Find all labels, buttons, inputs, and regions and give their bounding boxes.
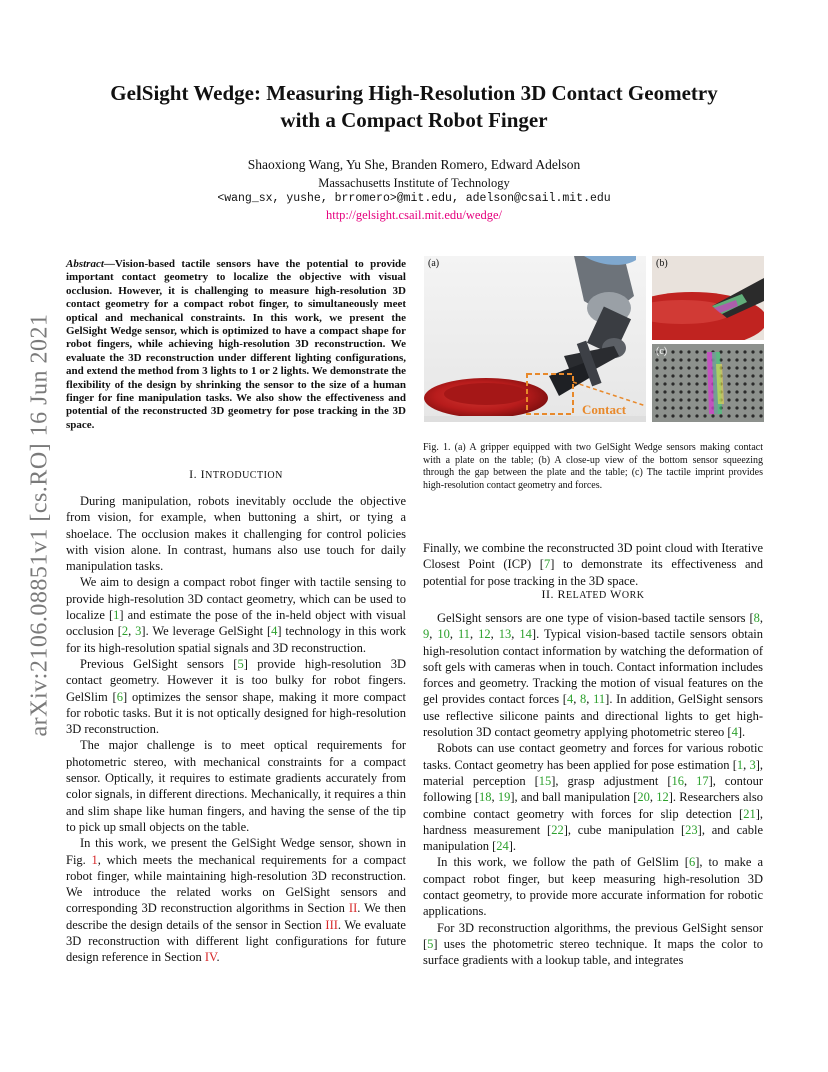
marker-dot — [751, 358, 754, 361]
marker-dot — [751, 414, 754, 417]
marker-dot — [655, 406, 658, 409]
marker-dot — [679, 406, 682, 409]
marker-dot — [687, 398, 690, 401]
marker-dot — [695, 366, 698, 369]
marker-dot — [679, 374, 682, 377]
abstract-text: —Vision-based tactile sensors have the potential to provide important contact geometry to localize the objective with visual occlusion. However, it is challenging to measure high-resolution 3D contact geometry for a compact robot finger, to simultaneously meet optical and mechanical constraints. In this work, we present the GelSight Wedge sensor, which is optimized to have a compact shape for robot fingers, while achieving high-resolution 3D reconstruction. We evaluate the 3D reconstruction under different lighting configurations, and extend the method from 3 lights to 1 or 2 lights. We demonstrate the flexibility of the design by shrinking the sensor to the size of a human finger for fine manipulation tasks. We also show the effectiveness and potential of the reconstructed 3D geometry for pose tracking in the 3D space. — [66, 258, 406, 431]
marker-dot — [735, 366, 738, 369]
arxiv-identifier: arXiv:2106.08851v1 [cs.RO] 16 Jun 2021 — [26, 313, 53, 737]
marker-dot — [751, 406, 754, 409]
marker-dot — [687, 374, 690, 377]
marker-dot — [663, 414, 666, 417]
marker-dot — [727, 414, 730, 417]
marker-dot — [655, 414, 658, 417]
figure-panel-c — [652, 344, 764, 422]
marker-dot — [687, 382, 690, 385]
marker-dot — [759, 390, 762, 393]
marker-dot — [727, 374, 730, 377]
panel-b-label: (b) — [656, 258, 668, 269]
marker-dot — [687, 390, 690, 393]
marker-dot — [687, 358, 690, 361]
marker-dot — [671, 390, 674, 393]
marker-dot — [687, 350, 690, 353]
marker-dot — [759, 406, 762, 409]
marker-dot — [759, 382, 762, 385]
marker-dot — [663, 374, 666, 377]
marker-dot — [759, 358, 762, 361]
marker-dot — [695, 406, 698, 409]
marker-dot — [703, 366, 706, 369]
marker-dot — [743, 406, 746, 409]
title-line-2: with a Compact Robot Finger — [280, 108, 548, 132]
marker-dot — [671, 406, 674, 409]
marker-dot — [663, 358, 666, 361]
marker-dot — [695, 350, 698, 353]
marker-dot — [687, 366, 690, 369]
marker-dot — [663, 406, 666, 409]
marker-dot — [751, 398, 754, 401]
marker-dot — [759, 366, 762, 369]
marker-dot — [727, 390, 730, 393]
sensor-closeup-photo — [652, 256, 764, 340]
authors: Shaoxiong Wang, Yu She, Branden Romero, Edward Adelson — [247, 157, 581, 172]
marker-dot — [751, 382, 754, 385]
panel-c-label: (c) — [656, 346, 668, 357]
marker-dot — [663, 382, 666, 385]
marker-dot — [743, 382, 746, 385]
marker-dot — [743, 390, 746, 393]
marker-dot — [735, 398, 738, 401]
marker-dot — [703, 374, 706, 377]
marker-dot — [735, 358, 738, 361]
marker-dot — [719, 414, 722, 417]
marker-dot — [663, 366, 666, 369]
marker-dot — [703, 414, 706, 417]
marker-dot — [663, 398, 666, 401]
marker-dot — [671, 366, 674, 369]
marker-dot — [679, 366, 682, 369]
paper-title — [60, 80, 768, 134]
robot-gripper-photo — [424, 256, 646, 422]
marker-dot — [655, 382, 658, 385]
marker-dot — [735, 406, 738, 409]
marker-dot — [703, 390, 706, 393]
marker-dot — [759, 414, 762, 417]
related-work-body — [423, 610, 763, 969]
marker-dot — [743, 350, 746, 353]
marker-dot — [655, 398, 658, 401]
abstract-label: Abstract — [66, 258, 104, 270]
paragraph: The major challenge is to meet optical requirements for photometric stereo, with mechanical constraints for a compact sensor. Optically, it requires to estimate gradients accurately from color signals, in different directions. Mechanically, it requires a thin and slim shape like human fingers, and having the sense of the tip to pick up small objects on the table. — [66, 738, 406, 834]
marker-dot — [687, 414, 690, 417]
marker-dot — [671, 414, 674, 417]
marker-dot — [695, 414, 698, 417]
marker-dot — [703, 382, 706, 385]
marker-dot — [759, 398, 762, 401]
marker-dot — [679, 382, 682, 385]
marker-dot — [671, 358, 674, 361]
marker-dot — [751, 390, 754, 393]
marker-dot — [751, 366, 754, 369]
marker-dot — [727, 358, 730, 361]
marker-dot — [679, 414, 682, 417]
marker-dot — [655, 374, 658, 377]
marker-dot — [695, 374, 698, 377]
marker-dot — [679, 358, 682, 361]
marker-dot — [735, 374, 738, 377]
marker-dot — [695, 390, 698, 393]
figure-panel-b — [652, 256, 764, 340]
paragraph: Finally, we combine the reconstructed 3D point cloud with Iterative Closest Point (ICP) [7] to demonstrate its effectiveness and potential for pose tracking in the 3D space. — [423, 541, 763, 588]
marker-dot — [671, 382, 674, 385]
contact-label: Contact — [582, 402, 627, 417]
marker-dot — [695, 398, 698, 401]
marker-dot — [751, 350, 754, 353]
paragraph: During manipulation, robots inevitably occlude the objective from vision, for example, when buttoning a shirt, or tying a shoelace. The occlusion makes it challenging for control policies with vision alone. In contrast, humans also use touch for daily manipulation tasks. — [66, 494, 406, 574]
emails: <wang_sx, yushe, brromero>@mit.edu, adelson@csail.mit.edu — [217, 192, 611, 205]
marker-dot — [655, 366, 658, 369]
figure-panel-a — [424, 256, 646, 422]
tactile-imprint-photo — [652, 344, 764, 422]
marker-dot — [735, 382, 738, 385]
paragraph: GelSight sensors are one type of vision-based tactile sensors [8, 9, 10, 11, 12, 13, 14]. Typical vision-based tactile sensors obtain high-resolution contact information by watching the deformation of soft gels with cameras when in touch. Contact information includes forces and geometry. Tracking the motion of visual features on the gel provides contact forces [4, 8, 11]. In addition, GelSight sensors use reflective silicone paints and directional lights to get high-resolution 3D contact geometry applying photometric stereo [4]. — [423, 611, 764, 740]
marker-dot — [727, 350, 730, 353]
figure-1 — [424, 256, 764, 446]
marker-dot — [655, 358, 658, 361]
intro-continuation — [423, 540, 763, 589]
marker-dot — [759, 350, 762, 353]
marker-dot — [735, 390, 738, 393]
marker-dot — [743, 414, 746, 417]
marker-dot — [679, 350, 682, 353]
panel-a-label: (a) — [428, 258, 440, 269]
marker-dot — [711, 414, 714, 417]
marker-dot — [655, 390, 658, 393]
marker-dot — [679, 398, 682, 401]
marker-dot — [703, 398, 706, 401]
paragraph: Robots can use contact geometry and forces for various robotic tasks. Contact geometry has been applied for pose estimation [1, 3], material perception [15], grasp adjustment [16, 17], contour following [18, 19], and ball manipulation [20, 12]. Researchers also combine contact geometry with forces for slip detection [21], hardness measurement [22], cube manipulation [23], and cable manipulation [24]. — [423, 741, 764, 854]
marker-dot — [727, 382, 730, 385]
section-heading-related-work: II. RELATED WORK — [541, 587, 645, 601]
marker-dot — [703, 406, 706, 409]
project-url-link[interactable]: http://gelsight.csail.mit.edu/wedge/ — [325, 208, 502, 222]
marker-dot — [727, 366, 730, 369]
marker-dot — [735, 414, 738, 417]
intro-body — [66, 493, 406, 966]
affiliation: Massachusetts Institute of Technology — [318, 176, 510, 190]
marker-dot — [727, 406, 730, 409]
paragraph: In this work, we present the GelSight Wedge sensor, shown in Fig. 1, which meets the mechanical requirements for a compact robot finger, while maintaining high-resolution 3D reconstruction. We introduce the related works on GelSight sensors and corresponding 3D reconstruction algorithms in Section II. We then describe the design details of the sensor in Section III. We evaluate 3D reconstruction with different light configurations for future design reference in Section IV. — [66, 836, 406, 965]
marker-dot — [671, 374, 674, 377]
paragraph: In this work, we follow the path of GelSlim [6], to make a compact robot finger, but keep measuring high-resolution 3D contact geometry, to provide more accurate information for robotic applications. — [423, 855, 763, 919]
marker-dot — [743, 398, 746, 401]
marker-dot — [687, 406, 690, 409]
figure-1-caption: Fig. 1. (a) A gripper equipped with two GelSight Wedge sensors making contact with a plate on the table; (b) A close-up view of the bottom sensor squeezing through the gap between the plate and the table; (c) The tactile imprint provides high-resolution contact geometry and forces. — [423, 442, 763, 491]
marker-dot — [703, 350, 706, 353]
paragraph: For 3D reconstruction algorithms, the previous GelSight sensor [5] uses the photometric stereo technique. It maps the color to surface gradients with a lookup table, and integrates — [423, 920, 763, 968]
marker-dot — [743, 374, 746, 377]
marker-dot — [759, 374, 762, 377]
paragraph: Previous GelSight sensors [5] provide high-resolution 3D contact geometry. However it is too bulky for robot fingers. GelSlim [6] optimizes the sensor shape, making it more compact for robotic tasks. But it is not optically designed for high-resolution 3D reconstruction. — [66, 656, 406, 737]
marker-dot — [671, 398, 674, 401]
abstract — [66, 258, 406, 432]
marker-dot — [671, 350, 674, 353]
marker-dot — [695, 358, 698, 361]
title-line-1: GelSight Wedge: Measuring High-Resolution 3D Contact Geometry — [110, 81, 718, 105]
paragraph: We aim to design a compact robot finger with tactile sensing to provide high-resolution 3D contact geometry, which can be used to localize [1] and estimate the pose of the in-held object with visual occlusion [2, 3]. We leverage GelSight [4] technology in this work for its high-resolution spatial signals and 3D reconstruction. — [66, 575, 406, 655]
marker-dot — [735, 350, 738, 353]
marker-dot — [743, 366, 746, 369]
marker-dot — [695, 382, 698, 385]
marker-dot — [751, 374, 754, 377]
marker-dot — [703, 358, 706, 361]
marker-dot — [727, 398, 730, 401]
marker-dot — [743, 358, 746, 361]
section-heading-introduction: I. INTRODUCTION — [189, 467, 283, 481]
marker-dot — [679, 390, 682, 393]
marker-dot — [663, 390, 666, 393]
